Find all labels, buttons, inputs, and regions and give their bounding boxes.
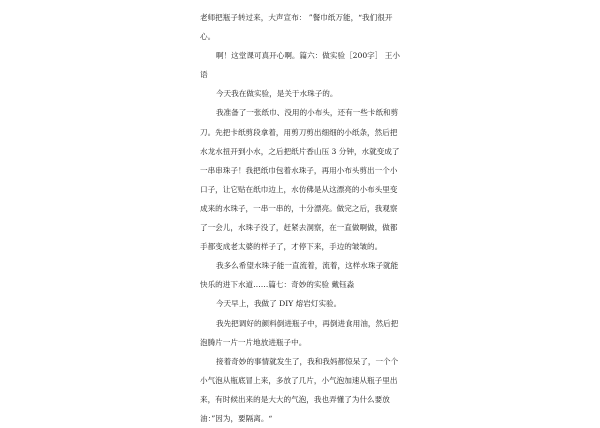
- text-line: 口子，让它贴在纸巾边上，水仿佛是从这漂亮的小布头里变: [200, 184, 398, 194]
- text-line: 啊！这堂课可真开心啊。篇六：做实验［200字］ 王小: [216, 51, 400, 61]
- text-line: 语: [200, 70, 208, 80]
- text-line: 刀。先把卡纸剪段拿着，用剪刀剪出细细的小纸条，然后把: [200, 127, 398, 137]
- document-page: [200, 8, 410, 428]
- text-line: 我先把调好的颜料倒进瓶子中，再倒进食用油，然后把: [216, 318, 399, 328]
- text-line: 快乐的进下水道……篇七：奇妙的实验 戴钰淼: [200, 280, 355, 290]
- text-line: 接着奇妙的事情就发生了，我和我妈都惊呆了，一个个: [216, 356, 399, 366]
- text-line: 小气泡从瓶底冒上来，多放了几片，小气泡加速从瓶子里出: [200, 375, 398, 385]
- text-line: 今天早上，我做了 DIY 熔岩灯实验。: [216, 299, 342, 309]
- text-line: 成来的水珠子，一串一串的，十分漂亮。做完之后，我观察: [200, 203, 398, 213]
- text-line: 老师把瓶子转过来，大声宣布： ”餐巾纸万能，“我们很开: [200, 13, 393, 22]
- text-line: 了一会儿，水珠子没了，赶紧去洞察，在一直做啊做，做都: [200, 223, 398, 233]
- text-line: 我准备了一张纸巾、没用的小布头，还有一些卡纸和剪: [216, 108, 399, 118]
- text-line: 来，有时候出来的是大大的气泡，我也弄懂了为什么要放: [200, 394, 390, 404]
- text-line: 泡腾片一片一片地放进瓶子中。: [200, 337, 307, 347]
- text-line: 水龙水扭开到小水，之后把纸片香山压 3 分钟，水就变成了: [200, 146, 400, 156]
- text-line: 心。: [200, 32, 216, 42]
- text-line: 我多么希望水珠子能一直流着，流着，这样水珠子就能: [216, 261, 399, 271]
- text-line: 今天我在做实验，是关于水珠子的。: [216, 89, 338, 99]
- text-line: 手都变成老太婆的样子了，才停下来，手边的皱皱的。: [200, 242, 383, 252]
- text-line: 一串串珠子！我把纸巾包着水珠子，再用小布头剪出一个小: [200, 165, 398, 175]
- text-line: 油：”因为，要隔离。“: [200, 413, 273, 423]
